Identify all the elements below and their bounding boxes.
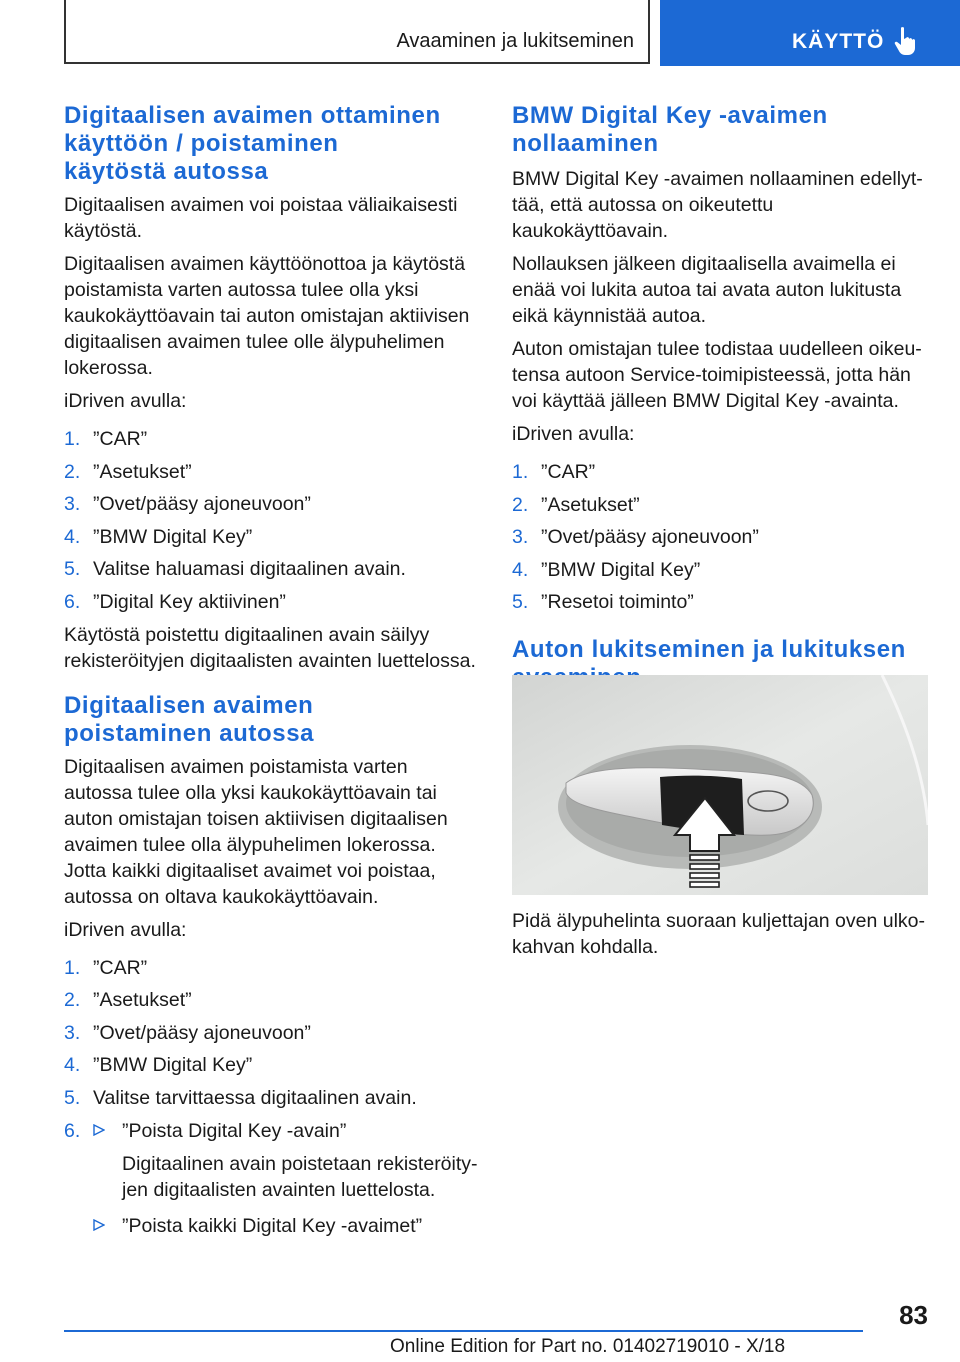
steps-list	[64, 426, 478, 622]
list-item: 4. ”BMW Digital Key”	[64, 1054, 253, 1077]
sub-item-label: ”Poista Digital Key -avain”	[122, 1119, 347, 1142]
paragraph: iDriven avulla:	[512, 423, 635, 445]
footer-divider	[64, 1330, 863, 1332]
header-section-title: Avaaminen ja lukitseminen	[396, 30, 634, 52]
list-item: 2. ”Asetukset”	[64, 460, 192, 483]
sub-item-label: ”Poista kaikki Digital Key -avaimet”	[122, 1214, 423, 1237]
steps-list	[64, 955, 478, 1239]
list-item: 1. ”CAR”	[512, 461, 596, 483]
list-item: 6. ”Poista Digital Key -avain” Digitaalinen avain poistetaan rekisteröityjen digitaalisten avainten luettelosta. ”Poista kaikki Digital Key -avaimet”	[64, 1119, 478, 1237]
sub-item-description: Digitaalinen avain poistetaan rekisteröityjen digitaalisten avainten luettelosta.	[122, 1152, 478, 1201]
triangle-bullet-icon	[93, 1219, 105, 1231]
section-title-lock-unlock: Auton lukitseminen ja lukituksen	[512, 635, 906, 663]
chapter-title: KÄYTTÖ	[792, 30, 885, 53]
chapter-tab[interactable]	[660, 0, 960, 66]
paragraph: Käytöstä poistettu digitaalinen avain säilyy rekisteröityjen digitaalisten avainten luettelossa.	[64, 623, 476, 672]
sub-item	[93, 1118, 478, 1203]
door-handle-illustration	[512, 675, 928, 895]
list-item: 3. ”Ovet/pääsy ajoneuvoon”	[64, 1021, 311, 1044]
sub-item	[93, 1213, 478, 1239]
list-item: 2. ”Asetukset”	[512, 493, 640, 516]
list-item: 5. Valitse haluamasi digitaalinen avain.	[64, 558, 406, 581]
list-item: 5. Valitse tarvittaessa digitaalinen avain.	[64, 1086, 417, 1109]
hand-pointer-icon	[893, 26, 921, 56]
list-item: 1. ”CAR”	[64, 428, 148, 450]
list-item: 6. ”Digital Key aktiivinen”	[64, 590, 286, 613]
paragraph: Digitaalisen avaimen voi poistaa väliaikaisesti käytöstä.	[64, 194, 458, 242]
list-item: 4. ”BMW Digital Key”	[64, 525, 253, 548]
section-title-reset-key: BMW Digital Key -avaimen nollaaminen	[512, 102, 828, 157]
section-title-delete-key: Digitaalisen avaimen poistaminen autossa	[64, 691, 315, 747]
triangle-bullet-icon	[93, 1124, 105, 1136]
list-item: 2. ”Asetukset”	[64, 989, 192, 1012]
paragraph: Auton omistajan tulee todistaa uudelleen oikeutensa autoon Service-toimipisteessä, jotta hän voi käyttää jälleen BMW Digital Key -avainta.	[512, 338, 922, 412]
paragraph: Nollauksen jälkeen digitaalisella avaimella ei enää voi lukita autoa tai avata auton lukitusta eikä käynnistää autoa.	[512, 253, 902, 327]
list-item: 4. ”BMW Digital Key”	[512, 558, 701, 581]
paragraph: Digitaalisen avaimen käyttöönottoa ja käytöstä poistamista varten autossa tulee olla yksi kaukokäyttöavain tai auton omistajan aktiivisen digitaalisen avaimen tulee olle älypuhelimen lokerossa.	[64, 253, 470, 379]
header-frame	[64, 0, 650, 64]
list-item: 1. ”CAR”	[64, 956, 148, 979]
footer-edition: Online Edition for Part no. 01402719010 - X/18	[390, 1336, 786, 1357]
illustration-caption: Pidä älypuhelinta suoraan kuljettajan oven ulkokahvan kohdalla.	[512, 910, 926, 958]
steps-list	[512, 459, 926, 622]
right-column	[512, 102, 926, 692]
list-item: 3. ”Ovet/pääsy ajoneuvoon”	[64, 493, 311, 516]
paragraph: BMW Digital Key -avaimen nollaaminen edellyttää, että autossa on oikeutettu kaukokäyttöavain.	[512, 168, 923, 242]
paragraph: iDriven avulla:	[64, 918, 187, 941]
page-number: 83	[899, 1300, 928, 1330]
list-item: 5. ”Resetoi toiminto”	[512, 591, 694, 614]
paragraph: iDriven avulla:	[64, 390, 187, 412]
list-item: 3. ”Ovet/pääsy ajoneuvoon”	[512, 526, 759, 549]
left-column	[64, 102, 478, 1239]
door-handle-image	[512, 675, 928, 895]
paragraph: Digitaalisen avaimen poistamista varten autossa tulee olla yksi kaukokäyttöavain tai auton omistajan toisen aktiivisen digitaalisen avaimen tulee olla älypuhelimen lokerossa. Jotta kaikki digitaaliset avaimet voi poistaa, autossa on oltava kaukokäyttöavain.	[64, 755, 448, 908]
section-title-enable-disable: Digitaalisen avaimen ottaminen käyttöön / poistaminen käytöstä autossa	[64, 102, 441, 185]
